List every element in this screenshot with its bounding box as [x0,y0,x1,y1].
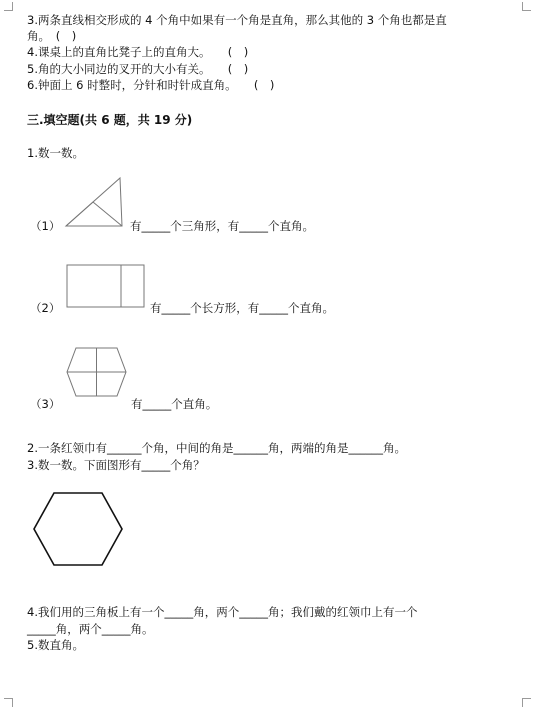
fill-question-3: 3.数一数。下面图形有_____个角？ [27,458,205,472]
question-6: 6.钟面上 6 时整时，分针和时针成直角。 ( ) [27,78,275,92]
question-3-line-1: 3.两条直线相交形成的 4 个角中如果有一个角是直角，那么其他的 3 个角也都是直 [27,13,447,27]
fill-question-5: 5.数直角。 [27,638,84,652]
hexagon-figure [32,491,124,569]
corner-mark-bottom-right [522,698,531,707]
question-4: 4.课桌上的直角比凳子上的直角大。 ( ) [27,45,249,59]
part-3-text: 有_____个直角。 [131,397,218,411]
section-title: 三.填空题(共 6 题，共 19 分) [27,113,193,127]
question-5: 5.角的大小同边的叉开的大小有关。 ( ) [27,62,249,76]
hexagon-grid-figure [66,347,128,399]
triangle-figure [64,176,124,228]
fill-question-1: 1.数一数。 [27,146,84,160]
part-2-label: （2） [30,301,61,315]
part-1-label: （1） [30,219,61,233]
part-3-label: （3） [30,397,61,411]
fill-question-4-line-2: _____角，两个_____角。 [27,622,154,636]
corner-mark-bottom-left [4,698,13,707]
question-3-line-2: 角。 ( ) [27,29,77,43]
rectangle-figure [66,264,146,309]
corner-mark-top-right [522,2,531,11]
corner-mark-top-left [4,2,13,11]
fill-question-4-line-1: 4.我们用的三角板上有一个_____角，两个_____角；我们戴的红领巾上有一个 [27,605,418,619]
part-2-text: 有_____个长方形，有_____个直角。 [150,301,334,315]
part-1-text: 有_____个三角形，有_____个直角。 [130,219,314,233]
fill-question-2: 2.一条红领巾有______个角，中间的角是______角，两端的角是______角。 [27,441,406,455]
